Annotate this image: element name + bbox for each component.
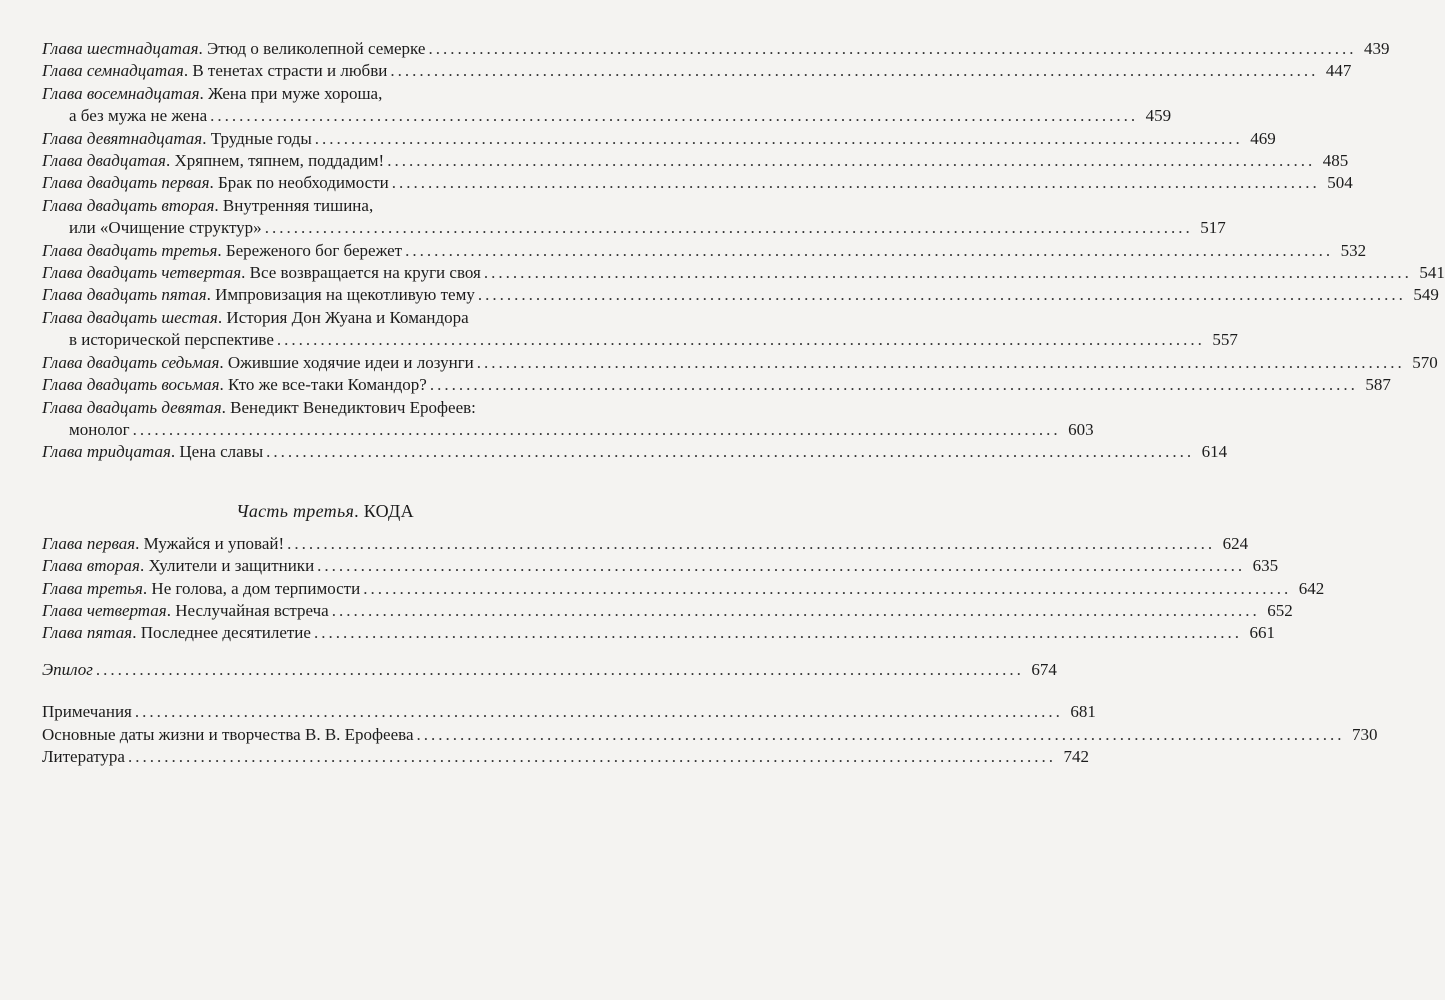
toc-page-number: 587 — [1365, 375, 1391, 395]
toc-page-number: 742 — [1063, 746, 1089, 766]
chapter-label: Глава двадцать третья — [42, 240, 218, 260]
toc-entry[interactable] — [42, 60, 1352, 82]
chapter-separator: . — [241, 263, 250, 283]
toc-entry[interactable] — [42, 284, 1439, 306]
chapter-separator: . — [166, 600, 176, 620]
dot-leader — [210, 105, 1138, 127]
dot-leader — [332, 600, 1260, 622]
toc-entry[interactable] — [42, 555, 1279, 577]
part-three-separator: . — [354, 500, 364, 521]
toc-page-number: 635 — [1252, 556, 1279, 576]
chapter-title-line: Этюд о великолепной семерке — [207, 39, 426, 58]
toc-entry-title — [69, 329, 274, 351]
toc-page-number: 439 — [1363, 39, 1390, 58]
toc-page-number: 730 — [1352, 724, 1378, 744]
chapter-label: Глава двадцать первая — [42, 173, 210, 193]
dot-leader — [314, 622, 1242, 644]
chapter-label: Глава тридцатая — [42, 442, 171, 462]
toc-page-number: 532 — [1340, 240, 1367, 260]
chapter-separator: . — [217, 307, 227, 327]
chapter-separator: . — [142, 578, 152, 598]
part-three-heading — [42, 499, 608, 523]
toc-entry-title — [42, 83, 382, 105]
toc-page-number: 652 — [1267, 600, 1293, 620]
toc-page-number: 485 — [1322, 151, 1349, 171]
dot-leader — [417, 724, 1345, 746]
toc-entry-back-matter[interactable] — [42, 701, 1096, 723]
chapter-separator: . — [183, 61, 193, 81]
chapter-title-line: История Дон Жуана и Командора — [226, 307, 469, 327]
chapter-label: Глава двадцать пятая — [42, 285, 207, 305]
chapter-label: Глава двадцать вторая — [42, 195, 215, 215]
dot-leader — [477, 352, 1405, 374]
toc-entry-continuation[interactable] — [42, 329, 1238, 351]
chapter-title-line: Импровизация на щекотливую тему — [215, 285, 475, 305]
chapter-separator: . — [165, 151, 175, 171]
chapter-label: Глава шестнадцатая — [42, 39, 199, 58]
toc-entry[interactable] — [42, 128, 1276, 150]
toc-page-number: 661 — [1249, 623, 1275, 643]
toc-page-number: 681 — [1070, 702, 1096, 722]
toc-entry-title — [42, 659, 93, 681]
toc-entry-continuation[interactable] — [42, 419, 1094, 441]
chapter-label: Глава вторая — [42, 556, 140, 576]
toc-entry-back-matter[interactable] — [42, 724, 1378, 746]
toc-entry-title — [69, 217, 262, 239]
epilogue-label: Эпилог — [42, 659, 93, 679]
chapter-separator: . — [214, 195, 223, 215]
chapter-label: Глава девятнадцатая — [42, 128, 203, 148]
toc-entry[interactable] — [42, 374, 1391, 396]
dot-leader — [484, 262, 1412, 284]
chapter-label: Глава пятая — [42, 623, 133, 643]
toc-entry-title — [42, 172, 389, 194]
chapter-label: Глава первая — [42, 533, 136, 553]
toc-entry-title — [42, 352, 474, 374]
chapter-title-line: Внутренняя тишина, — [222, 195, 374, 215]
toc-page-number: 642 — [1298, 578, 1325, 598]
chapter-title-line: Береженого бог бережет — [225, 240, 403, 260]
toc-entry-continuation[interactable] — [42, 217, 1226, 239]
chapter-separator: . — [217, 240, 226, 260]
dot-leader — [478, 284, 1406, 306]
dot-leader — [277, 329, 1205, 351]
toc-page-number: 570 — [1412, 352, 1438, 372]
chapter-label: Глава двадцатая — [42, 151, 166, 171]
dot-leader — [315, 128, 1243, 150]
toc-page-number: 517 — [1200, 218, 1226, 238]
chapter-label: Глава двадцать восьмая — [42, 375, 220, 395]
toc-entry[interactable] — [42, 83, 608, 105]
toc-entry[interactable] — [42, 397, 608, 419]
dot-leader — [392, 172, 1320, 194]
toc-page-number: 549 — [1413, 285, 1439, 305]
chapter-label: Глава двадцать шестая — [42, 307, 218, 327]
toc-entry[interactable] — [42, 150, 1349, 172]
chapter-label: Глава двадцать седьмая — [42, 352, 220, 372]
toc-entry-continuation[interactable] — [42, 105, 1172, 127]
chapter-separator: . — [202, 128, 211, 148]
toc-entry[interactable] — [42, 441, 1228, 463]
chapter-separator: . — [206, 285, 216, 305]
chapter-label: Глава двадцать четвертая — [42, 263, 242, 283]
toc-page-number: 504 — [1327, 173, 1353, 193]
toc-entry[interactable] — [42, 307, 608, 329]
dot-leader — [428, 38, 1356, 60]
toc-entry[interactable] — [42, 240, 1367, 262]
toc-entry-title — [42, 441, 263, 463]
toc-entry-title — [42, 374, 427, 396]
toc-entry-title — [42, 60, 387, 82]
toc-entry[interactable] — [42, 262, 1445, 284]
toc-entry-back-matter[interactable] — [42, 746, 1089, 768]
dot-leader — [287, 533, 1215, 555]
chapter-title-line: Хряпнем, тяпнем, поддадим! — [174, 151, 385, 171]
dot-leader — [317, 555, 1245, 577]
toc-entry-title — [69, 105, 207, 127]
chapter-label: Глава семнадцатая — [42, 61, 184, 81]
chapter-title-line: Цена славы — [179, 442, 264, 462]
chapter-label: Глава третья — [42, 578, 143, 598]
chapter-separator: . — [209, 173, 219, 193]
table-of-contents — [42, 38, 1445, 768]
chapter-title-line: Мужайся и уповай! — [143, 533, 285, 553]
chapter-title-line: Неслучайная встреча — [175, 600, 329, 620]
toc-entry-title: Литература — [42, 746, 125, 766]
toc-entry-title — [69, 419, 130, 441]
toc-entry-title — [42, 150, 384, 172]
chapter-title-line: Ожившие ходячие идеи и лозунги — [227, 352, 474, 372]
part-two-chapter-list — [42, 38, 1445, 464]
chapter-title-line: или «Очищение структур» — [69, 218, 262, 238]
toc-page-number: 447 — [1325, 61, 1352, 81]
toc-page-number: 603 — [1068, 419, 1094, 439]
toc-entry-title — [42, 262, 481, 284]
toc-entry-title: Примечания — [42, 702, 132, 722]
toc-entry[interactable] — [42, 172, 1353, 194]
dot-leader — [266, 441, 1194, 463]
toc-entry-title — [42, 284, 475, 306]
toc-entry[interactable] — [42, 622, 1275, 644]
toc-entry-title — [42, 240, 402, 262]
toc-entry-title — [42, 622, 311, 644]
chapter-title-line: Все возвращается на круги своя — [249, 263, 481, 283]
toc-page-number: 624 — [1222, 533, 1249, 553]
chapter-title-line: Брак по необходимости — [218, 173, 389, 193]
toc-entry-title — [42, 578, 360, 600]
part-three-title: КОДА — [363, 500, 414, 521]
chapter-separator: . — [199, 83, 208, 103]
toc-entry-title — [42, 600, 329, 622]
toc-entry-title — [42, 555, 314, 577]
back-matter-list — [42, 701, 1378, 768]
toc-entry[interactable] — [42, 38, 1390, 60]
toc-page-number: 674 — [1031, 659, 1057, 679]
chapter-separator: . — [198, 39, 208, 58]
chapter-separator: . — [219, 375, 229, 395]
toc-entry-title — [42, 38, 425, 60]
chapter-label: Глава четвертая — [42, 600, 167, 620]
toc-page-number: 469 — [1250, 128, 1276, 148]
toc-entry-epilogue[interactable] — [42, 659, 1057, 681]
dot-leader — [133, 419, 1061, 441]
toc-entry[interactable] — [42, 578, 1325, 600]
dot-leader — [135, 701, 1063, 723]
toc-entry-title — [42, 307, 469, 329]
part-three-chapter-list — [42, 533, 1325, 645]
toc-entry-title — [42, 195, 373, 217]
part-three-label: Часть третья — [236, 500, 355, 521]
toc-page-number: 541 — [1419, 263, 1445, 283]
toc-entry-title — [42, 533, 284, 555]
dot-leader — [390, 60, 1318, 82]
chapter-title-line: Последнее десятилетие — [140, 623, 311, 643]
chapter-title-line: а без мужа не жена — [69, 106, 208, 126]
dot-leader — [405, 240, 1333, 262]
toc-entry-title: Основные даты жизни и творчества В. В. Ерофеева — [42, 724, 414, 744]
dot-leader — [363, 578, 1291, 600]
chapter-title-line: В тенетах страсти и любви — [192, 61, 388, 81]
chapter-separator: . — [132, 623, 141, 643]
chapter-separator: . — [135, 533, 144, 553]
chapter-title-line: Трудные годы — [210, 128, 312, 148]
toc-entry[interactable] — [42, 533, 1249, 555]
dot-leader — [387, 150, 1315, 172]
chapter-title-line: Венедикт Венедиктович Ерофеев: — [230, 397, 476, 417]
toc-page-number: 459 — [1145, 106, 1172, 126]
dot-leader — [128, 746, 1056, 768]
chapter-title-line: Кто же все-таки Командор? — [228, 375, 427, 395]
chapter-label: Глава восемнадцатая — [42, 83, 200, 103]
chapter-separator: . — [170, 442, 180, 462]
toc-entry[interactable] — [42, 352, 1438, 374]
toc-page-number: 614 — [1201, 442, 1228, 462]
chapter-title-line: Жена при муже хороша, — [207, 83, 383, 103]
dot-leader — [96, 659, 1024, 681]
toc-entry[interactable] — [42, 600, 1293, 622]
chapter-separator: . — [219, 352, 228, 372]
chapter-title-line: в исторической перспективе — [69, 330, 274, 350]
toc-entry-title — [42, 128, 312, 150]
chapter-separator: . — [139, 556, 149, 576]
dot-leader — [265, 217, 1193, 239]
toc-entry-title — [42, 397, 476, 419]
chapter-label: Глава двадцать девятая — [42, 397, 222, 417]
chapter-title-line: Не голова, а дом терпимости — [151, 578, 361, 598]
toc-entry[interactable] — [42, 195, 608, 217]
chapter-title-line: монолог — [69, 419, 130, 439]
chapter-separator: . — [221, 397, 231, 417]
chapter-title-line: Хулители и защитники — [148, 556, 315, 576]
dot-leader — [430, 374, 1358, 396]
toc-page-number: 557 — [1212, 330, 1238, 350]
